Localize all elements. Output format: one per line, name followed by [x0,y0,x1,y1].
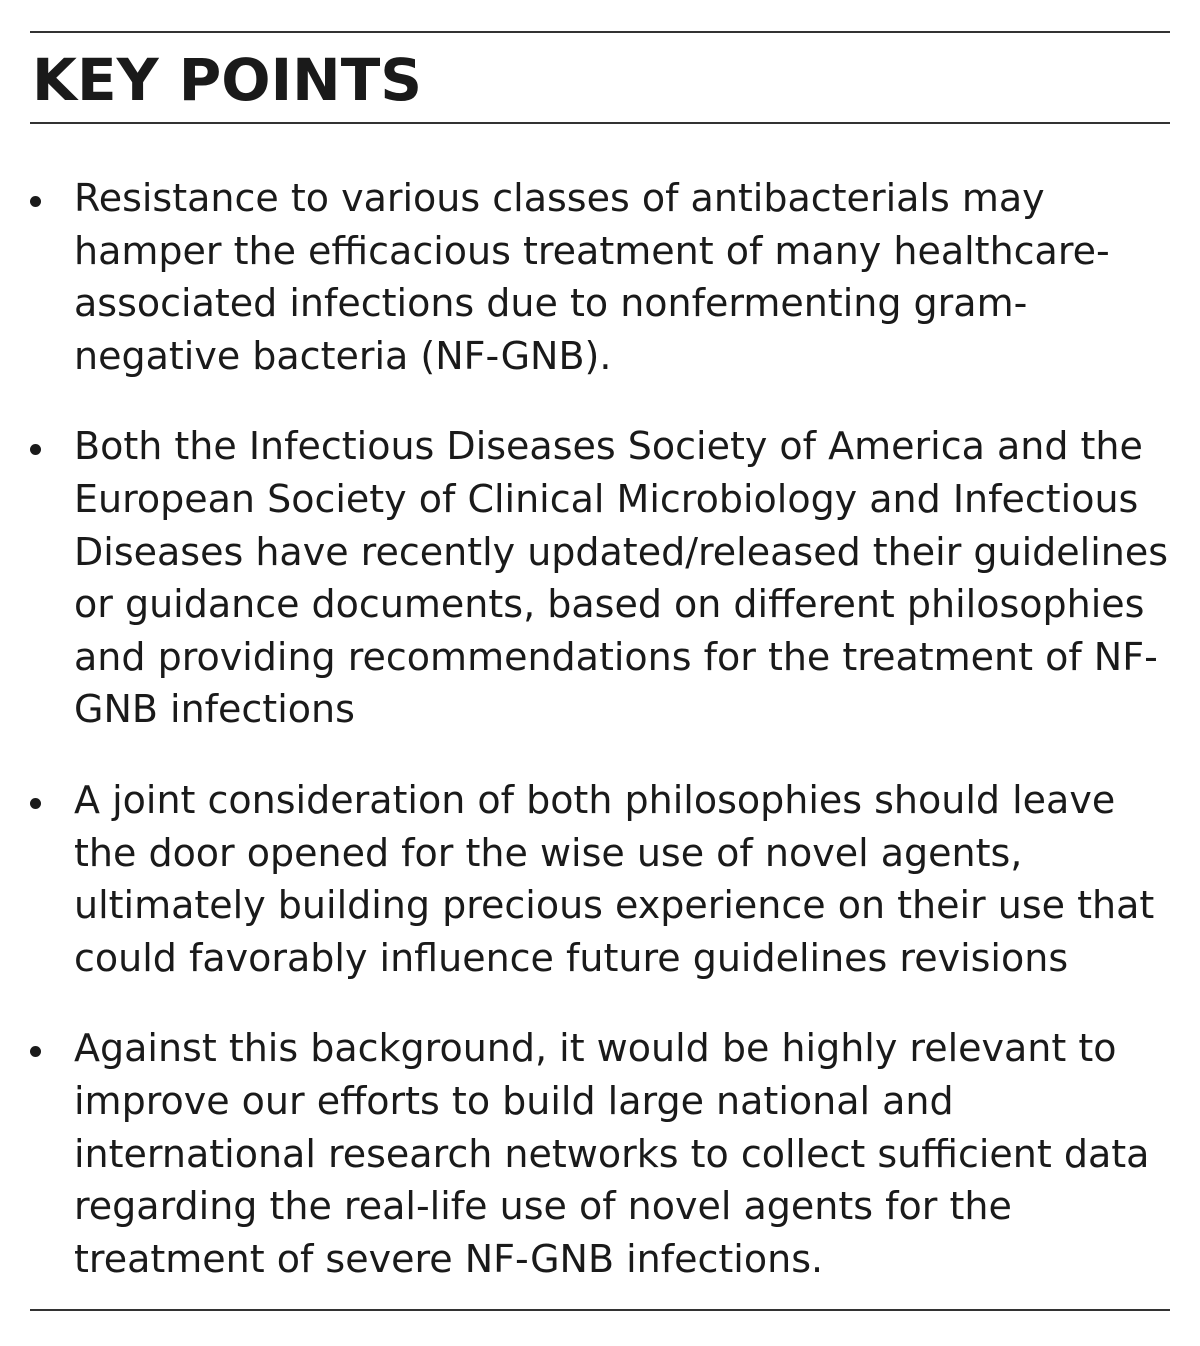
key-points-list [30,172,1170,1285]
key-point-text: Resistance to various classes of antibacterials may hamper the efficacious treatment of many healthcare-associated infections due to nonfermenting gram-negative bacteria (NF-GNB). [74,176,1110,378]
key-point-text: Against this background, it would be highly relevant to improve our efforts to build large national and international research networks to collect sufficient data regarding the real-life use of novel agents for the treatment of severe NF-GNB infections. [74,1026,1150,1281]
key-point-3 [30,774,1170,984]
bullet-icon [30,196,41,207]
key-point-1 [30,172,1170,382]
box-title: KEY POINTS [32,46,423,114]
title-divider [30,122,1170,124]
bullet-icon [30,1046,41,1057]
key-point-text: Both the Infectious Diseases Society of America and the European Society of Clinical Microbiology and Infectious Diseases have recently updated/released their guidelines or guidance documents, based on different philosophies and providing recommendations for the treatment of NF-GNB infections [74,424,1169,732]
bullet-icon [30,798,41,809]
bullet-icon [30,444,41,455]
key-point-4 [30,1022,1170,1285]
key-point-text: A joint consideration of both philosophies should leave the door opened for the wise use of novel agents, ultimately building precious experience on their use that could favorably influence future guidelines revisions [74,777,1155,980]
key-point-2 [30,420,1170,736]
bottom-divider [30,1309,1170,1311]
top-divider [30,31,1170,33]
